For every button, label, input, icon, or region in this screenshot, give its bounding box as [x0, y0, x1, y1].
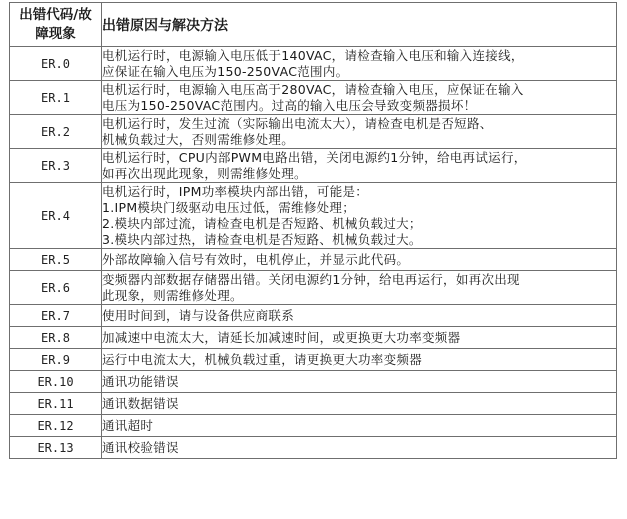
table-row	[10, 47, 617, 81]
table-row	[10, 249, 617, 271]
description-line: 电机运行时，电源输入电压低于140VAC，请检查输入电压和输入连接线，	[102, 47, 524, 63]
fault-description-cell	[102, 249, 617, 271]
description-line: 通讯功能错误	[102, 373, 179, 389]
fault-description-cell	[102, 81, 617, 115]
fault-description-cell	[102, 371, 617, 393]
description-line: 运行中电流太大，机械负载过重，请更换更大功率变频器	[102, 351, 423, 367]
header-cause-solution: 出错原因与解决方法	[102, 3, 617, 47]
description-line: 电机运行时，发生过流（实际输出电流太大），请检查电机是否短路、	[102, 115, 493, 131]
header-code-line2: 障现象	[35, 25, 76, 42]
fault-code-cell: ER.6	[10, 271, 102, 305]
description-line: 加减速中电流太大，请延长加减速时间，或更换更大功率变频器	[102, 329, 461, 345]
fault-code-cell: ER.12	[10, 415, 102, 437]
fault-description-cell	[102, 393, 617, 415]
description-line: 机械负载过大，否则需维修处理。	[102, 131, 295, 147]
fault-description-cell	[102, 149, 617, 183]
description-line: 外部故障输入信号有效时，电机停止，并显示此代码。	[102, 251, 410, 267]
fault-description-cell	[102, 437, 617, 459]
fault-code-cell: ER.11	[10, 393, 102, 415]
header-code-line1: 出错代码/故	[19, 6, 92, 23]
fault-description-cell	[102, 47, 617, 81]
description-line: 通讯数据错误	[102, 395, 179, 411]
table-row	[10, 393, 617, 415]
header-fault-code	[10, 3, 102, 47]
fault-code-cell: ER.9	[10, 349, 102, 371]
table-row	[10, 371, 617, 393]
fault-description-cell	[102, 327, 617, 349]
table-row	[10, 81, 617, 115]
description-line: 应保证在输入电压为150-250VAC范围内。	[102, 63, 349, 79]
fault-code-cell: ER.13	[10, 437, 102, 459]
description-line: 3.模块内部过热，请检查电机是否短路、机械负载过大。	[102, 231, 422, 247]
fault-code-cell: ER.8	[10, 327, 102, 349]
description-line: 变频器内部数据存储器出错。关闭电源约1分钟，给电再运行，如再次出现	[102, 271, 520, 287]
fault-code-sheet	[9, 2, 616, 459]
fault-code-cell: ER.5	[10, 249, 102, 271]
table-row	[10, 149, 617, 183]
description-line: 电压为150-250VAC范围内。过高的输入电压会导致变频器损坏！	[102, 97, 477, 113]
table-row	[10, 349, 617, 371]
description-line: 通讯校验错误	[102, 439, 179, 455]
table-row	[10, 327, 617, 349]
table-row	[10, 183, 617, 249]
fault-code-cell: ER.0	[10, 47, 102, 81]
fault-code-cell: ER.10	[10, 371, 102, 393]
description-line: 电机运行时，电源输入电压高于280VAC，请检查输入电压，应保证在输入	[102, 81, 524, 97]
fault-code-table	[9, 2, 617, 459]
description-line: 如再次出现此现象，则需维修处理。	[102, 165, 307, 181]
description-line: 使用时间到，请与设备供应商联系	[102, 307, 295, 323]
fault-code-cell: ER.4	[10, 183, 102, 249]
fault-description-cell	[102, 183, 617, 249]
table-row	[10, 271, 617, 305]
table-row	[10, 437, 617, 459]
description-line: 通讯超时	[102, 417, 154, 433]
table-header-row	[10, 3, 617, 47]
fault-description-cell	[102, 349, 617, 371]
fault-code-cell: ER.1	[10, 81, 102, 115]
table-row	[10, 305, 617, 327]
fault-code-cell: ER.3	[10, 149, 102, 183]
fault-code-cell: ER.2	[10, 115, 102, 149]
description-line: 1.IPM模块门级驱动电压过低，需维修处理；	[102, 199, 356, 215]
fault-table-body	[10, 3, 617, 459]
fault-description-cell	[102, 305, 617, 327]
description-line: 电机运行时，IPM功率模块内部出错，可能是：	[102, 183, 369, 199]
fault-description-cell	[102, 415, 617, 437]
table-row	[10, 415, 617, 437]
description-line: 2.模块内部过流，请检查电机是否短路、机械负载过大；	[102, 215, 422, 231]
description-line: 电机运行时，CPU内部PWM电路出错，关闭电源约1分钟，给电再试运行，	[102, 149, 527, 165]
fault-code-cell: ER.7	[10, 305, 102, 327]
fault-description-cell	[102, 271, 617, 305]
description-line: 此现象，则需维修处理。	[102, 287, 243, 303]
fault-description-cell	[102, 115, 617, 149]
table-row	[10, 115, 617, 149]
